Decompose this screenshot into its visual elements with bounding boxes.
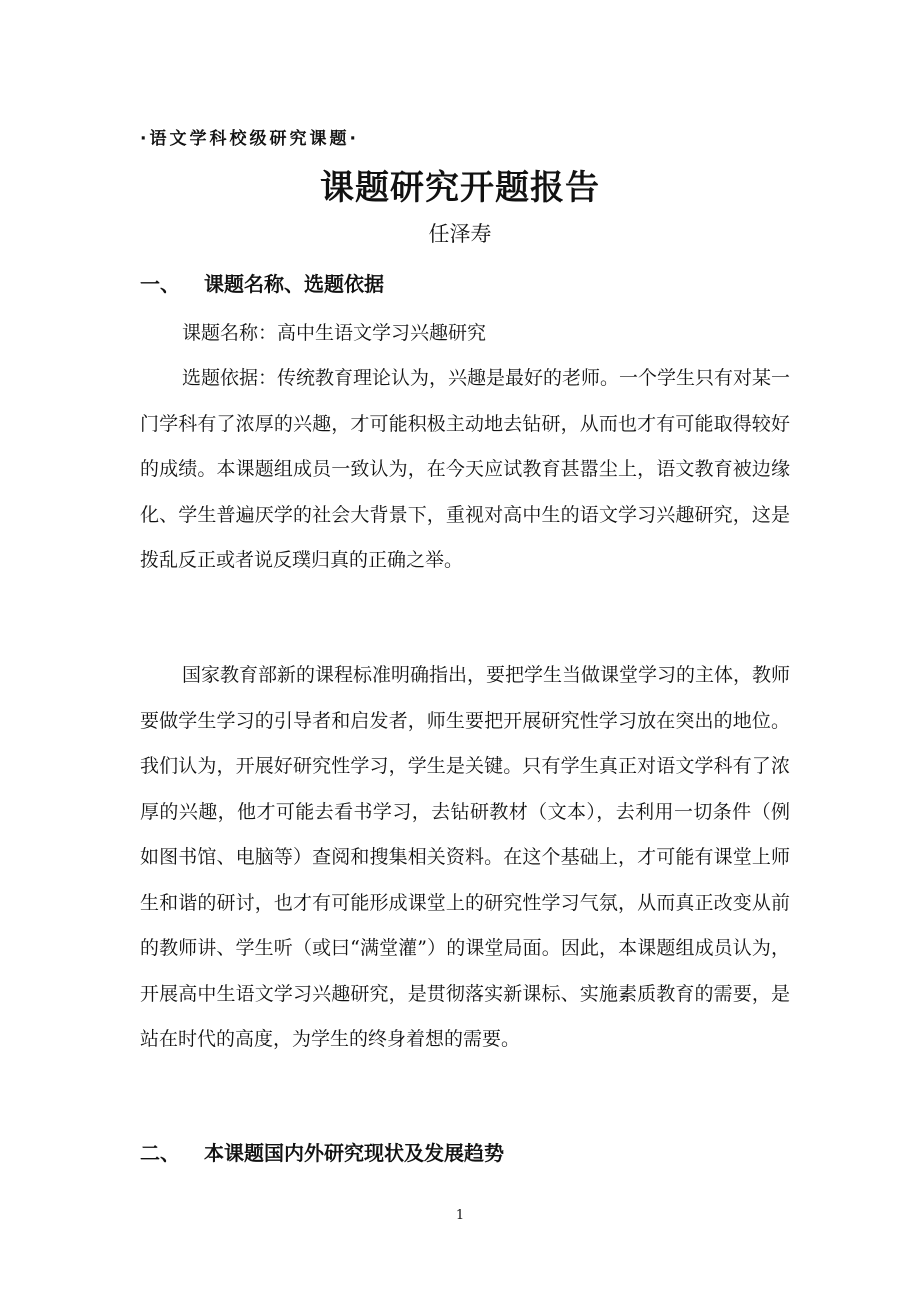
- section-heading-1: [140, 268, 384, 297]
- page-number: 1: [455, 1208, 465, 1223]
- paragraph-topic-name: 课题名称：高中生语文学习兴趣研究: [182, 322, 487, 344]
- author-name: 任泽寿: [428, 222, 492, 246]
- section-number: 一、: [140, 272, 180, 296]
- header-tag: ·语文学科校级研究课题·: [140, 129, 359, 149]
- section-number: 二、: [140, 1141, 180, 1165]
- document-title: 课题研究开题报告: [320, 168, 600, 208]
- section-heading-2: [140, 1137, 504, 1166]
- paragraph-rationale: 选题依据：传统教育理论认为，兴趣是最好的老师。一个学生只有对某一门学科有了浓厚的兴趣，才可能积极主动地去钻研，从而也才有可能取得较好的成绩。本课题组成员一致认为，在今天应试教育甚嚣尘上，语文教育被边缘化、学生普遍厌学的社会大背景下，重视对高中生的语文学习兴趣研究，这是拨乱反正或者说反璞归真的正确之举。: [140, 367, 791, 571]
- paragraph-curriculum: 国家教育部新的课程标准明确指出，要把学生当做课堂学习的主体，教师要做学生学习的引导者和启发者，师生要把开展研究性学习放在突出的地位。我们认为，开展好研究性学习，学生是关键。只有学生真正对语文学科有了浓厚的兴趣，他才可能去看书学习，去钻研教材（文本），去利用一切条件（例如图书馆、电脑等）查阅和搜集相关资料。在这个基础上，才可能有课堂上师生和谐的研讨，也才有可能形成课堂上的研究性学习气氛，从而真正改变从前的教师讲、学生听（或曰“满堂灌”）的课堂局面。因此，本课题组成员认为，开展高中生语文学习兴趣研究，是贯彻落实新课标、实施素质教育的需要，是站在时代的高度，为学生的终身着想的需要。: [140, 664, 791, 1050]
- section-title: 本课题国内外研究现状及发展趋势: [204, 1141, 504, 1165]
- section-title: 课题名称、选题依据: [204, 272, 384, 296]
